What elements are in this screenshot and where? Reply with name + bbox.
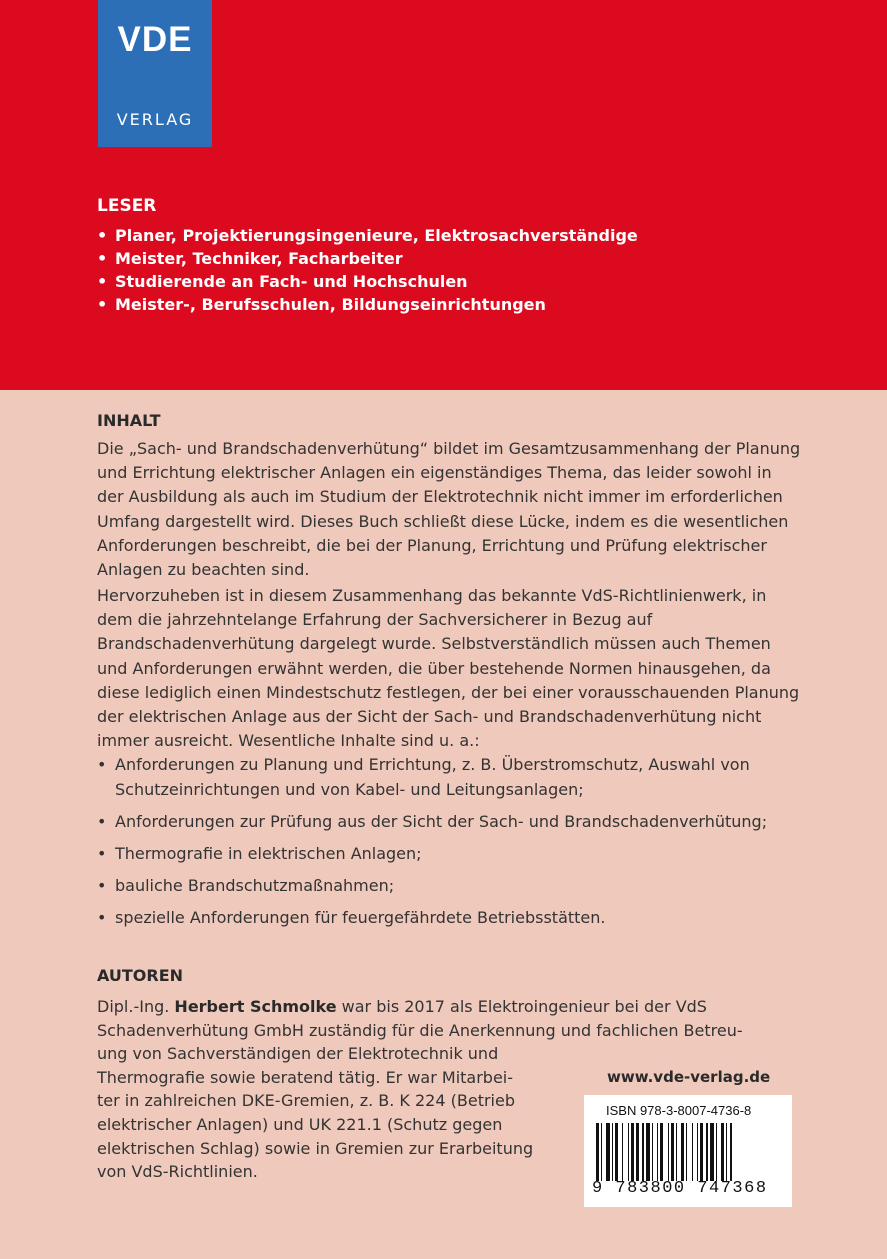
barcode-stripe [730,1123,731,1181]
barcode-stripe [686,1123,687,1181]
barcode-stripe [697,1123,698,1181]
barcode-stripe [660,1123,663,1181]
author-bio-line: war bis 2017 als Elektroingenieur bei der VdS [336,997,707,1016]
leser-item: • Meister-, Berufsschulen, Bildungseinrichtungen [97,293,638,316]
inhalt-bullet: • spezielle Anforderungen für feuergefährdete Betriebsstätten. [97,906,787,931]
inhalt-bullet: • bauliche Brandschutzmaßnahmen; [97,874,787,899]
inhalt-bullet-list [97,753,787,938]
barcode-number: 9 783800 747368 [592,1179,768,1198]
author-name: Herbert Schmolke [174,997,337,1016]
inhalt-bullet: • Thermografie in elektrischen Anlagen; [97,842,787,867]
author-bio-line: elektrischen Schlag) sowie in Gremien zur Erarbeitung [97,1138,534,1158]
author-bio-line: Schadenverhütung GmbH zuständig für die Anerkennung und fachlichen Betreu- [97,1020,743,1040]
top-red-band [0,0,887,390]
vde-verlag-logo [98,0,212,147]
barcode-stripe [700,1123,703,1181]
logo-wordmark: VDE [117,20,193,59]
author-bio-line: elektrischer Anlagen) und UK 221.1 (Schutz gegen [97,1114,503,1134]
barcode-stripe [652,1123,653,1181]
autoren-heading: AUTOREN [97,966,184,985]
inhalt-paragraph-2: Hervorzuheben ist in diesem Zusammenhang das bekannte VdS-Richtlinienwerk, in dem die jahrzehntelange Erfahrung der Sachversicherer in Bezug auf Brandschadenverhütung dargelegt wurde. Selbstverständlich müssen auch Themen und Anforderungen erwähnt werden, die über bestehende Normen hinausgehen, da diese lediglich einen Mindestschutz festlegen, der bei einer vorausschauenden Planung der elektrischen Anlage aus der Sicht der Sach- und Brandschadenverhütung nicht immer ausreicht. Wesentliche Inhalte sind u. a.: [97,586,800,751]
barcode-stripe [622,1123,623,1181]
inhalt-bullet: • Anforderungen zur Prüfung aus der Sicht der Sach- und Brandschadenverhütung; [97,810,787,835]
barcode-stripe [681,1123,684,1181]
author-bio-line: Thermografie sowie beratend tätig. Er war Mitarbei- [97,1067,514,1087]
barcode-stripe [710,1123,714,1181]
barcode-stripe [692,1123,693,1181]
barcode-stripe [676,1123,677,1181]
leser-heading: LESER [97,196,157,216]
barcode-stripe [631,1123,634,1181]
leser-list [97,224,638,316]
author-bio-line: von VdS-Richtlinien. [97,1162,258,1182]
barcode-stripe [668,1123,669,1181]
barcode-stripe [596,1123,599,1181]
barcode-stripe [706,1123,707,1181]
barcode-stripe [657,1123,658,1181]
barcode-stripe [726,1123,727,1181]
barcode-box [584,1095,792,1207]
barcode-stripe [646,1123,650,1181]
barcode-stripe [601,1123,602,1181]
barcode-stripe [721,1123,724,1181]
author-prefix: Dipl.-Ing. [97,997,175,1016]
author-bio-line: ung von Sachverständigen der Elektrotechnik und [97,1044,499,1064]
barcode-stripe [615,1123,618,1181]
leser-item: • Studierende an Fach- und Hochschulen [97,270,638,293]
isbn-number: ISBN 978-3-8007-4736-8 [606,1103,752,1118]
inhalt-bullet: • Anforderungen zu Planung und Errichtung, z. B. Überstromschutz, Auswahl von Schutzeinrichtungen und von Kabel- und Leitungsanlagen; [97,753,787,802]
leser-item: • Meister, Techniker, Facharbeiter [97,247,638,270]
barcode-stripe [642,1123,643,1181]
publisher-url[interactable]: www.vde-verlag.de [607,1068,771,1086]
barcode-stripe [628,1123,629,1181]
barcode-stripe [612,1123,613,1181]
barcode-stripe [636,1123,639,1181]
barcode-bars [596,1123,782,1181]
inhalt-paragraph-1: Die „Sach- und Brandschadenverhütung“ bildet im Gesamtzusammenhang der Planung und Errichtung elektrischer Anlagen ein eigenständiges Thema, das leider sowohl in der Ausbildung als auch im Studium der Elektrotechnik nicht immer im erforderlichen Umfang dargestellt wird. Dieses Buch schließt diese Lücke, indem es die wesentlichen Anforderungen beschreibt, die bei der Planung, Errichtung und Prüfung elektrischer Anlagen zu beachten sind. [97,439,801,580]
author-bio-line: ter in zahlreichen DKE-Gremien, z. B. K 224 (Betrieb [97,1091,515,1111]
barcode-stripe [606,1123,610,1181]
barcode-stripe [716,1123,717,1181]
inhalt-heading: INHALT [97,411,161,430]
logo-subtitle: VERLAG [116,110,194,129]
leser-item: • Planer, Projektierungsingenieure, Elektrosachverständige [97,224,638,247]
barcode-stripe [671,1123,674,1181]
